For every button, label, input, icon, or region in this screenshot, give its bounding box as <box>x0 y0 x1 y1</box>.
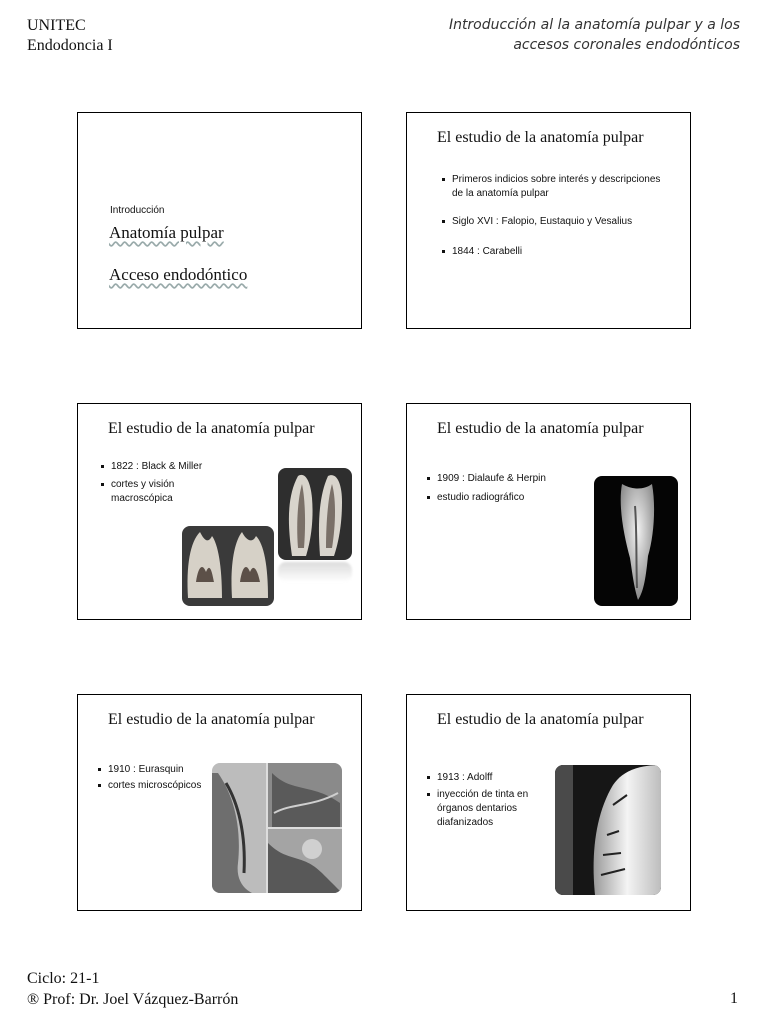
slide-3 <box>77 403 362 620</box>
diaphanized-tooth-photo <box>555 765 661 895</box>
header-left <box>27 16 113 56</box>
slide-1-topic-2: Acceso endodóntico <box>109 265 248 284</box>
bullet-item: 1909 : Dialaufe & Herpin <box>427 472 597 486</box>
bullet-item: cortes microscópicos <box>98 779 208 793</box>
tooth-section-photo-longitudinal <box>278 468 352 560</box>
slide-1-subtitle: Introducción <box>110 205 165 216</box>
tooth-section-photo-molars <box>182 526 274 606</box>
document-title <box>380 15 740 55</box>
bullet-item: 1913 : Adolff <box>427 771 542 785</box>
bullet-item: 1910 : Eurasquin <box>98 763 208 777</box>
bullet-item: estudio radiográfico <box>427 491 597 505</box>
slide-6-title: El estudio de la anatomía pulpar <box>437 711 644 728</box>
bullet-item: cortes y visión macroscópica <box>101 478 221 506</box>
tooth-radiograph <box>594 476 678 606</box>
slide-3-bullets <box>101 460 221 506</box>
document-title-line1: Introducción al la anatomía pulpar y a los <box>448 17 740 33</box>
document-title-line2: accesos coronales endodónticos <box>513 37 740 53</box>
slide-3-title: El estudio de la anatomía pulpar <box>108 420 315 437</box>
photo-reflection <box>278 562 352 582</box>
slide-6-bullets <box>427 771 542 830</box>
microscopic-section-photos <box>212 763 342 893</box>
professor-name: ® Prof: Dr. Joel Vázquez-Barrón <box>27 991 239 1008</box>
bullet-item: 1822 : Black & Miller <box>101 460 221 474</box>
slide-1 <box>77 112 362 329</box>
slide-2-title: El estudio de la anatomía pulpar <box>437 129 644 146</box>
slide-5 <box>77 694 362 911</box>
page-number: 1 <box>730 990 738 1007</box>
slide-4 <box>406 403 691 620</box>
slide-6 <box>406 694 691 911</box>
institution-name: UNITEC <box>27 17 86 34</box>
bullet-item: inyección de tinta en órganos dentarios diafanizados <box>427 788 542 830</box>
course-cycle: Ciclo: 21-1 <box>27 970 100 987</box>
bullet-item: Siglo XVI : Falopio, Eustaquio y Vesalius <box>442 215 662 229</box>
slide-2 <box>406 112 691 329</box>
bullet-item: Primeros indicios sobre interés y descripciones de la anatomía pulpar <box>442 173 662 201</box>
slide-4-title: El estudio de la anatomía pulpar <box>437 420 644 437</box>
slide-4-bullets <box>427 472 597 505</box>
slide-2-bullets <box>442 173 662 259</box>
course-name: Endodoncia I <box>27 37 113 54</box>
slide-5-bullets <box>98 763 208 793</box>
footer-left <box>27 968 238 1010</box>
slide-5-title: El estudio de la anatomía pulpar <box>108 711 315 728</box>
slide-1-topic-1: Anatomía pulpar <box>109 223 224 242</box>
bullet-item: 1844 : Carabelli <box>442 245 662 259</box>
